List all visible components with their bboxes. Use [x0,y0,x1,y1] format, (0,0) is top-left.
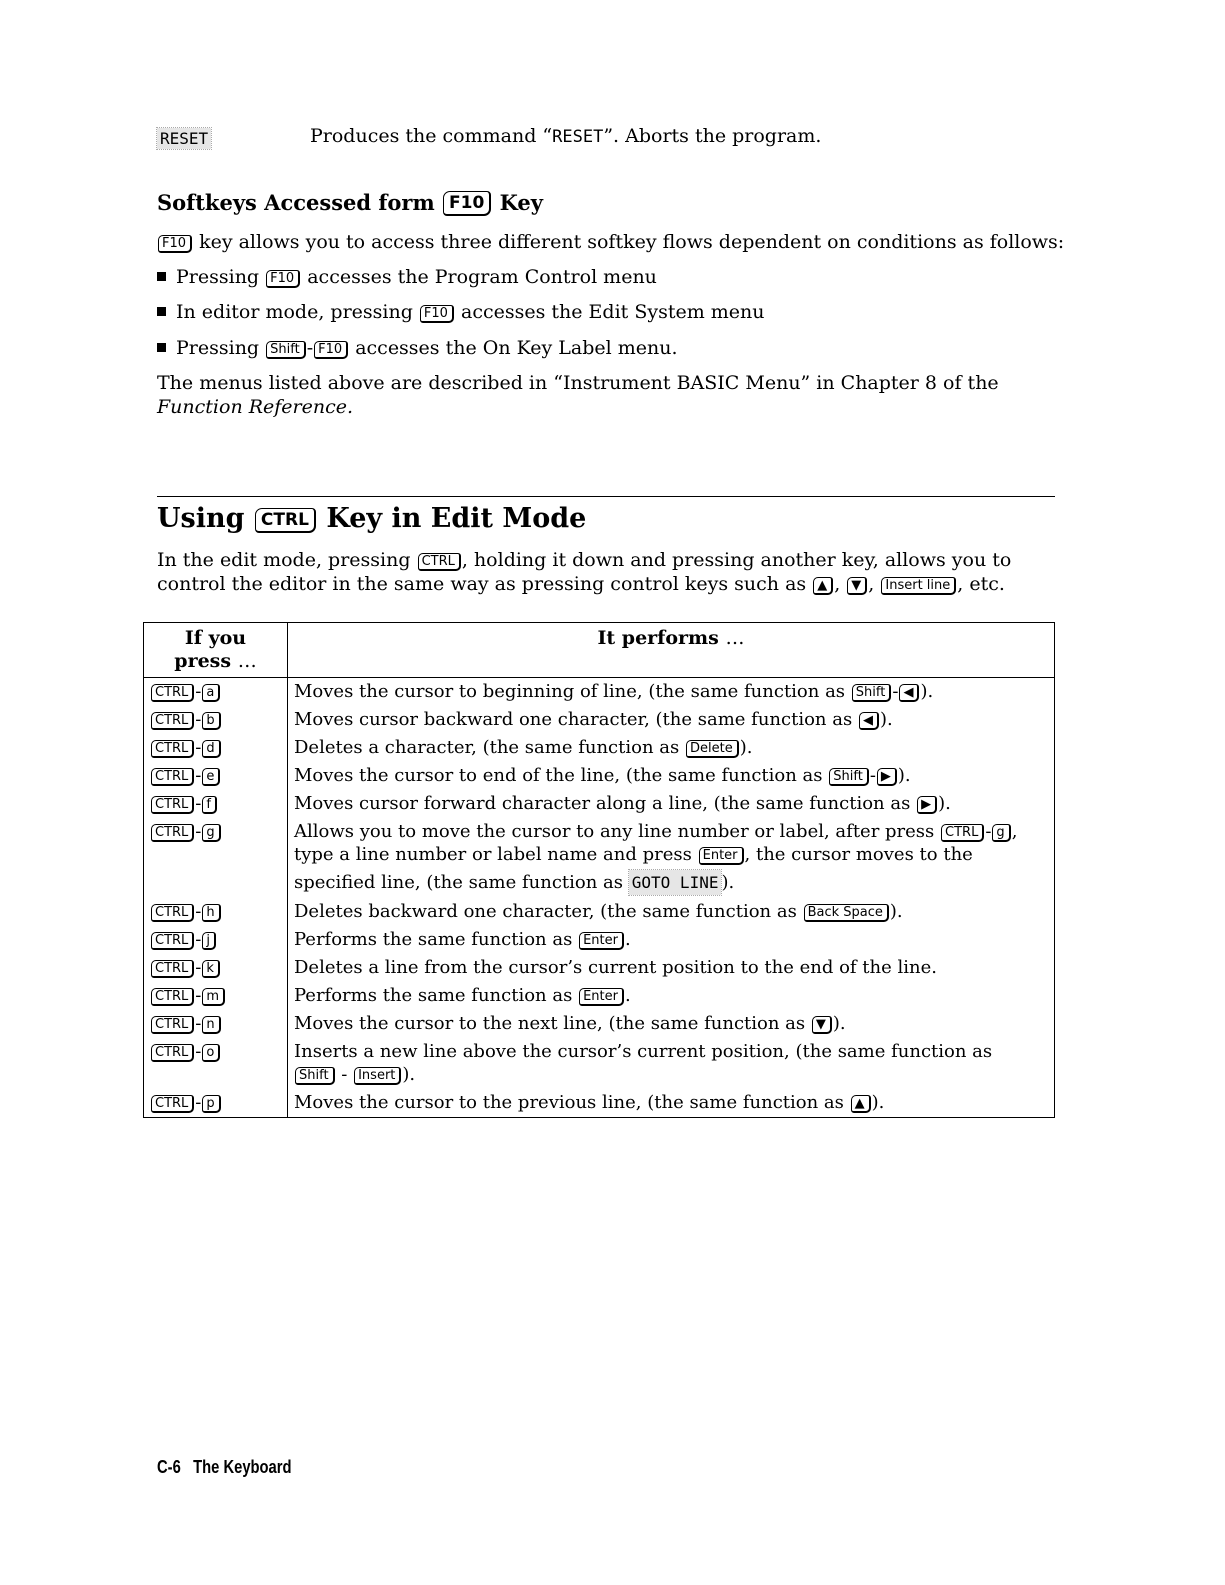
ctrl-key: CTRL [151,684,194,702]
left-arrow-key: ◀ [859,712,879,730]
letter-key: k [202,960,220,978]
ctrl-key: CTRL [151,712,194,730]
action-description: Deletes a line from the cursor’s current position to the end of the line. [288,954,1055,982]
table-row [144,678,1055,707]
letter-key: o [202,1044,220,1062]
left-arrow-key: ◀ [899,684,919,702]
menus-note: The menus listed above are described in “Instrument BASIC Menu” in Chapter 8 of the [157,372,999,394]
action-description: Deletes backward one character, (the same function as Back Space ). [288,898,1055,926]
bullet-icon [157,343,166,352]
ctrl-key: CTRL [151,740,194,758]
goto-line-softkey: GOTO LINE [629,870,722,895]
delete-key: Delete [686,740,739,758]
key-combo-cell: CTRL - n [144,1010,288,1038]
page-footer [157,1457,292,1478]
action-description: Deletes a character, (the same function as Delete ). [288,734,1055,762]
reset-row [157,128,211,149]
right-arrow-key: ▶ [877,768,897,786]
letter-key: p [202,1095,220,1113]
insert-line-key: Insert line [881,577,956,595]
enter-key: Enter [579,988,624,1006]
table-row [144,706,1055,734]
action-description: Allows you to move the cursor to any line number or label, after press CTRL - g , type a line number or label name and press Enter , the cursor moves to the specified line, (the same function as GOTO LINE ). [288,818,1055,898]
softkeys-intro: F10 key allows you to access three different softkey flows dependent on conditions as follows: [157,230,1064,254]
ctrl-key: CTRL [151,1095,194,1113]
action-description: Performs the same function as Enter . [288,982,1055,1010]
enter-key: Enter [699,847,744,865]
key-combo-cell: CTRL - h [144,898,288,926]
key-combo-cell: CTRL - f [144,790,288,818]
table-row [144,1010,1055,1038]
f10-key: F10 [443,191,491,216]
up-arrow-key: ▲ [851,1095,871,1113]
action-description: Moves the cursor to the next line, (the same function as ▼ ). [288,1010,1055,1038]
footer-title: The Keyboard [193,1457,292,1477]
ctrl-key: CTRL [151,988,194,1006]
bullet-item: Pressing F10 accesses the Program Control menu [157,265,657,289]
bullet-item: Pressing Shift - F10 accesses the On Key Label menu. [157,336,678,360]
reset-softkey: RESET [157,128,211,149]
key-combo-cell: CTRL - a [144,678,288,707]
action-description: Performs the same function as Enter . [288,926,1055,954]
f10-key: F10 [158,235,192,253]
table-header-row [144,623,1055,678]
action-description: Moves the cursor to the previous line, (the same function as ▲ ). [288,1089,1055,1118]
action-description: Moves the cursor to beginning of line, (the same function as Shift - ◀ ). [288,678,1055,707]
letter-key: h [202,904,220,922]
f10-key: F10 [420,305,454,323]
ctrl-key: CTRL [941,824,984,842]
f10-key: F10 [314,341,348,359]
letter-key: a [202,684,220,702]
letter-key: e [202,768,220,786]
shift-key: Shift [829,768,869,786]
ctrl-key: CTRL [151,932,194,950]
ctrl-key: CTRL [151,960,194,978]
key-combo-cell: CTRL - e [144,762,288,790]
key-combo-cell: CTRL - j [144,926,288,954]
action-description: Moves the cursor to end of the line, (the same function as Shift - ▶ ). [288,762,1055,790]
ctrl-key: CTRL [418,553,461,571]
up-arrow-key: ▲ [813,577,833,595]
key-combo-cell: CTRL - k [144,954,288,982]
down-arrow-key: ▼ [812,1016,832,1034]
table-row [144,734,1055,762]
enter-key: Enter [579,932,624,950]
softkeys-heading: Softkeys Accessed form F10 Key [157,190,543,215]
bullet-icon [157,272,166,281]
letter-key: f [202,796,217,814]
col-header-key: If you press … [144,623,288,678]
key-combo-cell: CTRL - b [144,706,288,734]
action-description: Moves cursor forward character along a line, (the same function as ▶ ). [288,790,1055,818]
table-row [144,954,1055,982]
table-row [144,926,1055,954]
ctrl-key: CTRL [151,1016,194,1034]
ctrl-key-table [143,622,1055,1118]
ctrl-key: CTRL [151,796,194,814]
ctrl-key: CTRL [255,508,316,533]
key-combo-cell: CTRL - o [144,1038,288,1089]
ctrl-section-heading: Using CTRL Key in Edit Mode [157,503,587,534]
table-row [144,898,1055,926]
ctrl-intro-line1: In the edit mode, pressing CTRL , holding it down and pressing another key, allows you to [157,549,1012,571]
action-description: Inserts a new line above the cursor’s current position, (the same function as Shift - Insert ). [288,1038,1055,1089]
reset-description: Produces the command “RESET”. Aborts the program. [310,125,822,147]
letter-key: j [202,932,216,950]
ctrl-key: CTRL [151,768,194,786]
bullet-item: In editor mode, pressing F10 accesses the Edit System menu [157,300,765,324]
shift-key: Shift [295,1067,335,1085]
ctrl-key: CTRL [151,1044,194,1062]
insert-key: Insert [354,1067,401,1085]
g-key: g [992,824,1010,842]
page-number: C-6 [157,1457,181,1477]
letter-key: g [202,824,220,842]
right-arrow-key: ▶ [917,796,937,814]
ctrl-key: CTRL [151,904,194,922]
action-description: Moves cursor backward one character, (the same function as ◀ ). [288,706,1055,734]
letter-key: d [202,740,220,758]
letter-key: m [202,988,225,1006]
key-combo-cell: CTRL - p [144,1089,288,1118]
letter-key: b [202,712,220,730]
function-reference: Function Reference. [157,396,354,418]
table-row [144,1089,1055,1118]
table-row [144,818,1055,898]
down-arrow-key: ▼ [847,577,867,595]
table-row [144,1038,1055,1089]
section-divider [157,496,1055,497]
back-space-key: Back Space [804,904,889,922]
ctrl-key: CTRL [151,824,194,842]
ctrl-intro-line2: control the editor in the same way as pressing control keys such as ▲ , ▼ , Insert line , etc. [157,573,1005,595]
shift-key: Shift [852,684,892,702]
f10-key: F10 [266,270,300,288]
bullet-icon [157,307,166,316]
table-row [144,982,1055,1010]
col-header-action: It performs … [288,623,1055,678]
key-combo-cell: CTRL - m [144,982,288,1010]
table-row [144,790,1055,818]
letter-key: n [202,1016,220,1034]
table-row [144,762,1055,790]
key-combo-cell: CTRL - g [144,818,288,898]
shift-key: Shift [266,341,306,359]
key-combo-cell: CTRL - d [144,734,288,762]
